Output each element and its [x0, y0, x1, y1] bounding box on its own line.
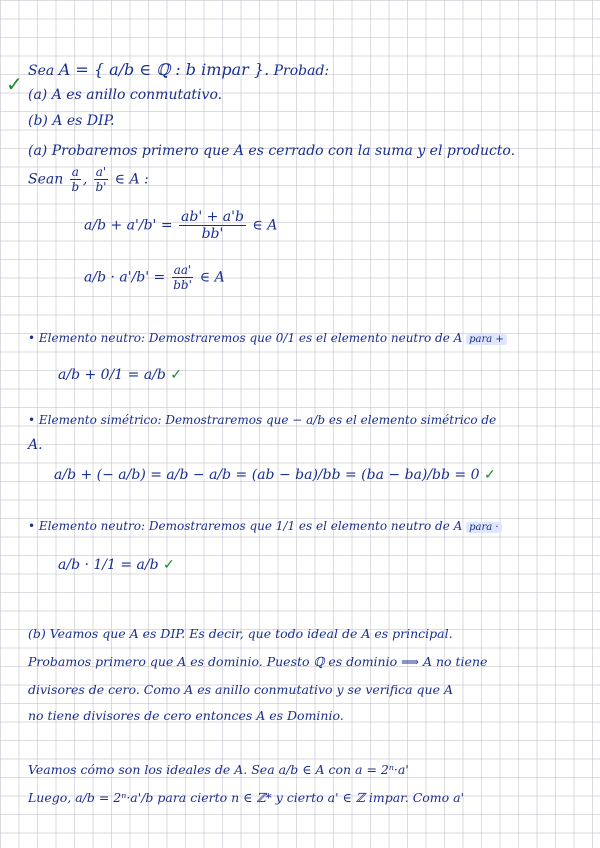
- item-b: (b) A es DIP.: [28, 113, 115, 129]
- sean-word: Sean: [28, 171, 64, 188]
- margin-check-icon: ✓: [6, 72, 23, 96]
- item-a: (a) A es anillo conmutativo.: [28, 87, 223, 103]
- check-icon: ✓: [163, 557, 175, 573]
- part-a-intro: (a) Probaremos primero que A es cerrado con la suma y el producto.: [28, 143, 516, 159]
- part-b-line-4: no tiene divisores de cero entonces A es Dominio.: [28, 708, 344, 723]
- prod-equation: [84, 264, 225, 291]
- neutro-prod-eq-line: [58, 558, 175, 572]
- neutro-sum-eq: a/b + 0/1 = a/b: [58, 367, 166, 383]
- check-icon: ✓: [170, 367, 183, 383]
- sean-line: Sean $\frac{a}{b}$ , $\frac{a'}{b'}$ ∈ A :: [28, 165, 149, 194]
- frac-a-b: $\frac{a}{b}$: [71, 165, 80, 194]
- neutro-sum-line: [28, 332, 507, 345]
- para-plus-label: para +: [466, 334, 507, 345]
- prod-in-A: ∈ A: [199, 269, 225, 286]
- simetrico-line: • Elemento simétrico: Demostraremos que − a/b es el elemento simétrico de: [28, 413, 497, 427]
- neutro-prod-eq: a/b · 1/1 = a/b: [58, 557, 159, 573]
- header-line: [28, 62, 329, 78]
- para-dot-label: para ·: [466, 522, 501, 533]
- sum-equation: [84, 210, 277, 241]
- probad-word: Probad:: [273, 63, 330, 79]
- neutro-prod-line: [28, 520, 502, 533]
- part-b-line-3: divisores de cero. Como A es anillo conmutativo y se verifica que A: [28, 682, 453, 697]
- sum-in-A: ∈ A: [252, 217, 278, 234]
- prod-rhs: $\frac{aa'}{bb'}$: [173, 263, 192, 292]
- set-definition: A = { a/b ∈ ℚ : b impar }.: [58, 60, 270, 79]
- sean-rest: ∈ A :: [114, 171, 149, 188]
- neutro-sum-eq-line: [58, 368, 182, 382]
- part-b-line-6: Luego, a/b = 2ⁿ·a'/b para cierto n ∈ ℤ* y cierto a' ∈ ℤ impar. Como a': [28, 790, 465, 805]
- neutro-sum-text: • Elemento neutro: Demostraremos que 0/1 es el elemento neutro de A: [28, 331, 463, 345]
- sum-rhs: $\frac{ab' + a'b}{bb'}$: [181, 209, 244, 242]
- simetrico-A: A.: [28, 437, 43, 453]
- prod-lhs: a/b · a'/b' =: [84, 269, 166, 286]
- simetrico-eq-line: [54, 468, 496, 482]
- neutro-prod-text: • Elemento neutro: Demostraremos que 1/1 es el elemento neutro de A: [28, 519, 463, 533]
- part-b-line-5: Veamos cómo son los ideales de A. Sea a/b ∈ A con a = 2ⁿ·a': [28, 762, 409, 777]
- sum-lhs: a/b + a'/b' =: [84, 217, 173, 234]
- check-icon: ✓: [483, 467, 496, 483]
- frac-a1-b1: $\frac{a'}{b'}$: [95, 165, 107, 194]
- part-b-line-2: Probamos primero que A es dominio. Puesto ℚ es dominio ⟹ A no tiene: [28, 654, 488, 669]
- part-b-line-1: (b) Veamos que A es DIP. Es decir, que todo ideal de A es principal.: [28, 626, 453, 641]
- sea-word: Sea: [28, 63, 55, 79]
- simetrico-eq: a/b + (− a/b) = a/b − a/b = (ab − ba)/bb = (ba − ba)/bb = 0: [54, 467, 480, 483]
